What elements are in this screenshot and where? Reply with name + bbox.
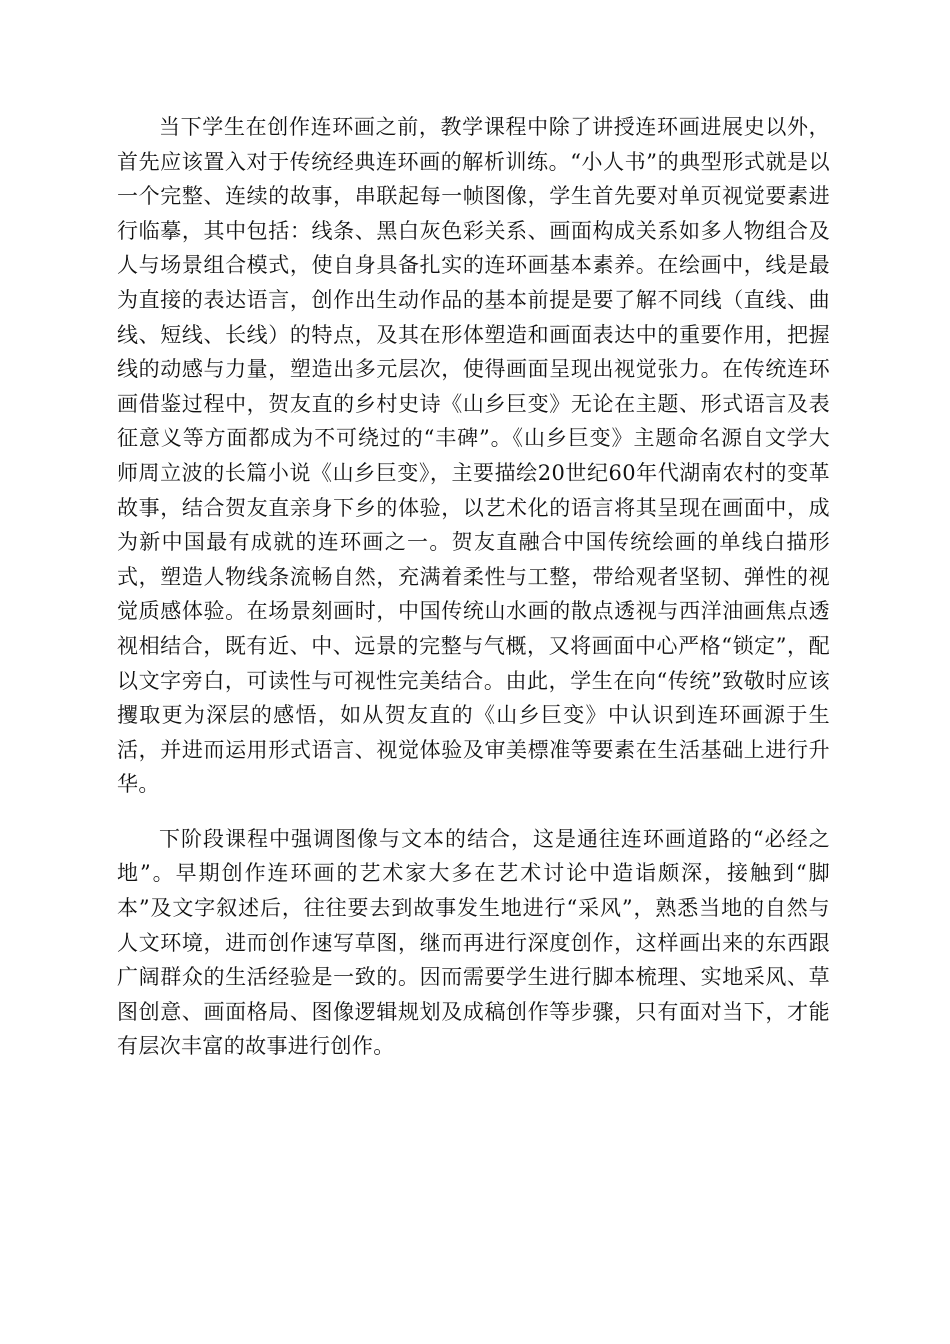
paragraph-1: 当下学生在创作连环画之前，教学课程中除了讲授连环画进展史以外，首先应该置入对于传统经典连环画的解析训练。“小人书”的典型形式就是以一个完整、连续的故事，串联起每一帧图像，学生首先要对单页视觉要素进行临摹，其中包括：线条、黑白灰色彩关系、画面构成关系如多人物组合及人与场景组合模式，使自身具备扎实的连环画基本素养。在绘画中，线是最为直接的表达语言，创作出生动作品的基本前提是要了解不同线（直线、曲线、短线、长线）的特点，及其在形体塑造和画面表达中的重要作用，把握线的动感与力量，塑造出多元层次，使得画面呈现出视觉张力。在传统连环画借鉴过程中，贺友直的乡村史诗《山乡巨变》无论在主题、形式语言及表征意义等方面都成为不可绕过的“丰碑”。《山乡巨变》主题命名源自文学大师周立波的长篇小说《山乡巨变》，主要描绘20世纪60年代湖南农村的变革故事，结合贺友直亲身下乡的体验，以艺术化的语言将其呈现在画面中，成为新中国最有成就的连环画之一。贺友直融合中国传统绘画的单线白描形式，塑造人物线条流畅自然，充满着柔性与工整，带给观者坚韧、弹性的视觉质感体验。在场景刻画时，中国传统山水画的散点透视与西洋油画焦点透视相结合，既有近、中、远景的完整与气概，又将画面中心严格“锁定”，配以文字旁白，可读性与可视性完美结合。由此，学生在向“传统”致敬时应该攫取更为深层的感悟，如从贺友直的《山乡巨变》中认识到连环画源于生活，并进而运用形式语言、视觉体验及审美標准等要素在生活基础上进行升华。 [117, 115, 830, 797]
paragraph-2: 下阶段课程中强调图像与文本的结合，这是通往连环画道路的“必经之地”。早期创作连环画的艺术家大多在艺术讨论中造诣颇深，接触到“脚本”及文字叙述后，往往要去到故事发生地进行“采风”，熟悉当地的自然与人文环境，进而创作速写草图，继而再进行深度创作，这样画出来的东西跟广阔群众的生活经验是一致的。因而需要学生进行脚本梳理、实地采风、草图创意、画面格局、图像逻辑规划及成稿创作等步骤，只有面对当下，才能有层次丰富的故事进行创作。 [117, 826, 830, 1059]
document-page [117, 110, 830, 1064]
